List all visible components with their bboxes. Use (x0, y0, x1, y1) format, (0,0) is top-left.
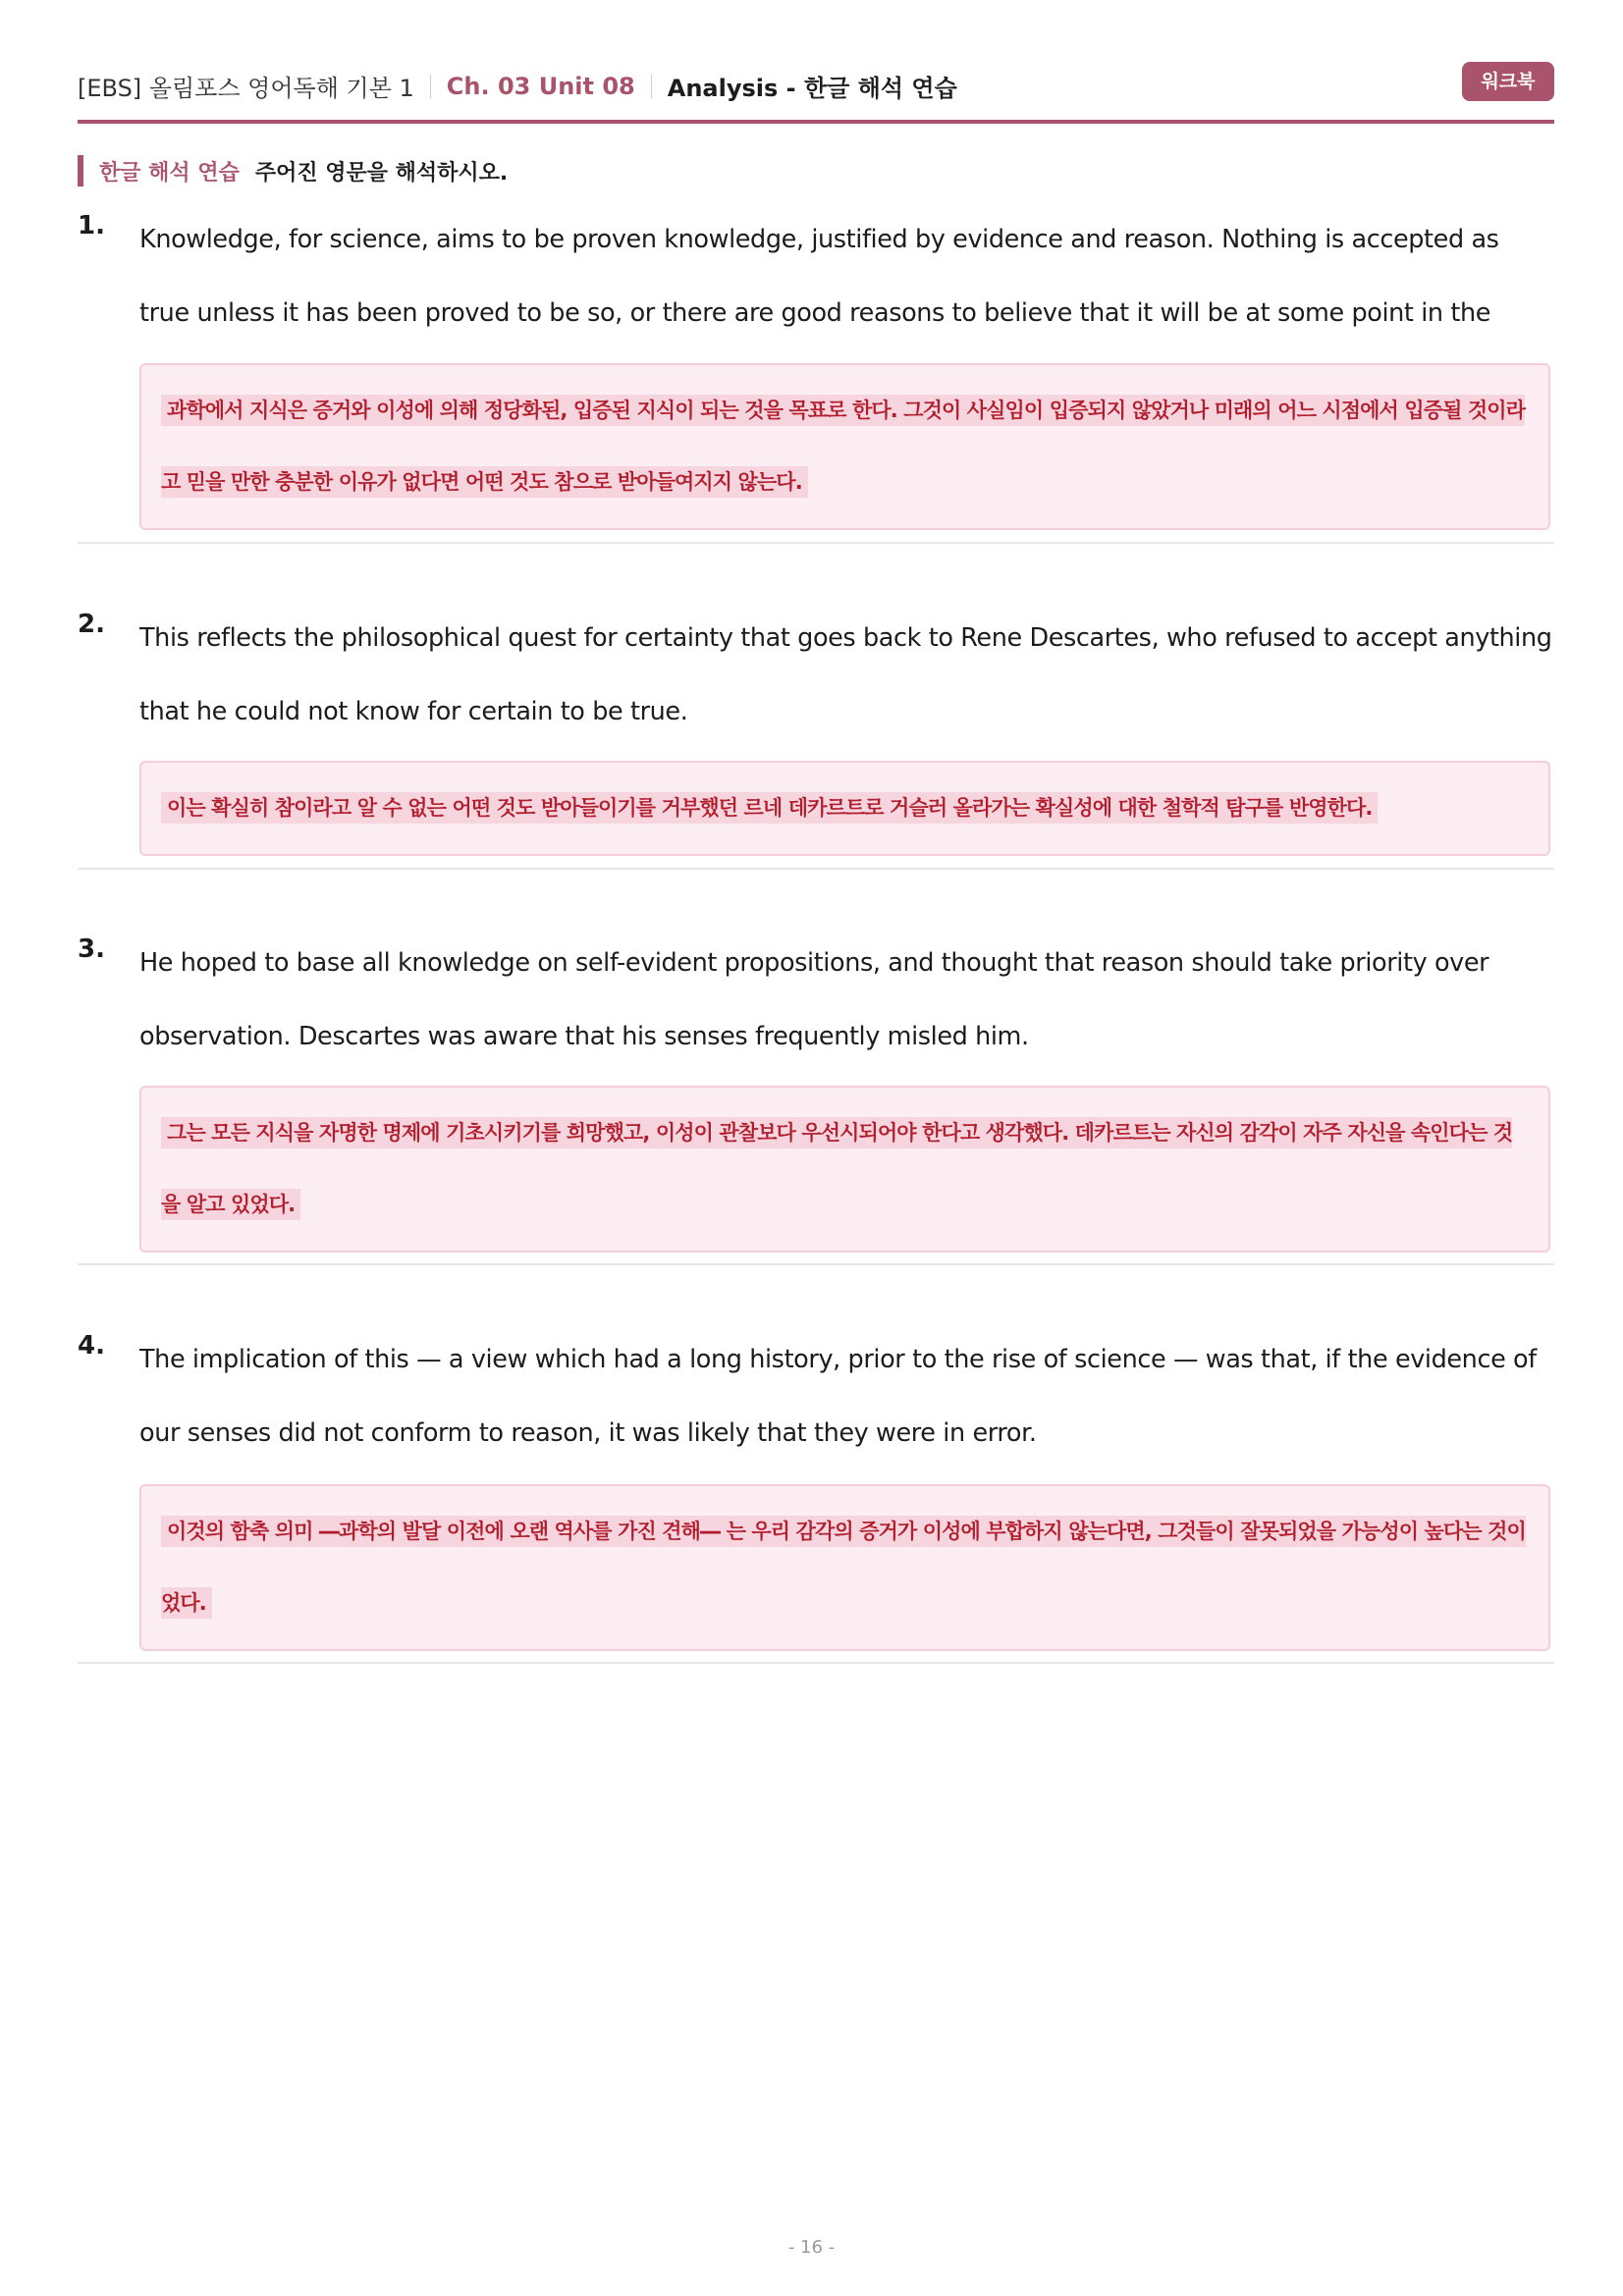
book-title: [EBS] 올림포스 영어독해 기본 1 (78, 75, 414, 102)
korean-translation-box (139, 761, 1550, 856)
korean-translation: 과학에서 지식은 증거와 이성에 의해 정당화된, 입증된 지식이 되는 것을 목표로 한다. 그것이 사실임이 입증되지 않았거나 미래의 어느 시점에서 입증될 것이라고 믿을 만한 충분한 이유가 없다면 어떤 것도 참으로 받아들여지지 않는다. (161, 375, 1529, 518)
section-label: 한글 해석 연습 (99, 160, 240, 186)
item-divider (78, 542, 1554, 544)
section-instruction: 주어진 영문을 해석하시오. (254, 160, 509, 186)
header-separator (651, 75, 652, 98)
english-sentence: This reflects the philosophical quest for certainty that goes back to Rene Descartes, who refused to accept anything that he could not know for certain to be true. (139, 623, 1552, 726)
item-divider (78, 868, 1554, 870)
korean-translation-box (139, 1484, 1550, 1651)
korean-translation: 이것의 함축 의미 ―과학의 발달 이전에 오랜 역사를 가진 견해― 는 우리 감각의 증거가 이성에 부합하지 않는다면, 그것들이 잘못되었을 가능성이 높다는 것이었다. (161, 1496, 1529, 1639)
item-number: 1. (78, 211, 105, 240)
header-separator (430, 75, 431, 98)
page-number: - 16 - (787, 2237, 836, 2258)
item-divider (78, 1662, 1554, 1664)
korean-translation-box (139, 363, 1550, 530)
workbook-badge: 워크북 (1462, 62, 1554, 101)
unit-label: Ch. 03 Unit 08 (446, 72, 635, 100)
header-breadcrumb (78, 69, 957, 103)
page-title: Analysis - 한글 해석 연습 (667, 75, 957, 102)
section-heading (78, 155, 508, 187)
item-divider (78, 1263, 1554, 1265)
item-number: 4. (78, 1331, 105, 1361)
english-sentence: The implication of this — a view which had a long history, prior to the rise of science — was that, if the evidence of our senses did not conform to reason, it was likely that they were in error. (139, 1345, 1537, 1448)
english-sentence: He hoped to base all knowledge on self-evident propositions, and thought that reason should take priority over observation. Descartes was aware that his senses frequently misled him. (139, 948, 1489, 1051)
english-sentence: Knowledge, for science, aims to be proven knowledge, justified by evidence and reason. Nothing is accepted as true unless it has been proved to be so, or there are good reasons to believe that it will be at some point in the (139, 225, 1499, 328)
korean-translation: 이는 확실히 참이라고 알 수 없는 어떤 것도 받아들이기를 거부했던 르네 데카르트로 거슬러 올라가는 확실성에 대한 철학적 탐구를 반영한다. (161, 773, 1529, 844)
page-header (78, 59, 1554, 124)
item-number: 3. (78, 934, 105, 964)
korean-translation: 그는 모든 지식을 자명한 명제에 기초시키기를 희망했고, 이성이 관찰보다 우선시되어야 한다고 생각했다. 데카르트는 자신의 감각이 자주 자신을 속인다는 것을 알고 있었다. (161, 1097, 1529, 1241)
item-number: 2. (78, 610, 105, 639)
korean-translation-box (139, 1086, 1550, 1253)
